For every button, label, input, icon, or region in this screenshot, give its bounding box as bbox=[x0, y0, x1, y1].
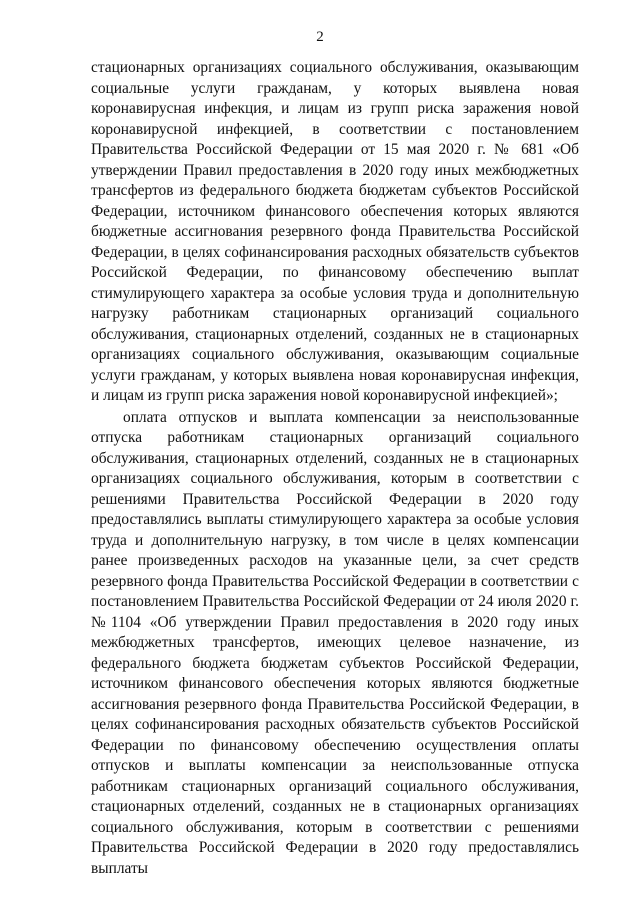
document-body bbox=[91, 58, 579, 879]
page-number: 2 bbox=[316, 29, 324, 45]
paragraph-continuation: стационарных организациях социального обслуживания, оказывающим социальные услуги гражданам, у которых выявлена новая коронавирусная инфекция, и лицам из групп риска заражения новой коронавирусной инфекцией, в соответствии с постановлением Правительства Российской Федерации от 15 мая 2020 г. № 681 «Об утверждении Правил предоставления в 2020 году иных межбюджетных трансфертов из федерального бюджета бюджетам субъектов Российской Федерации, источником финансового обеспечения которых являются бюджетные ассигнования резервного фонда Правительства Российской Федерации, в целях софинансирования расходных обязательств субъектов Российской Федерации, по финансовому обеспечению выплат стимулирующего характера за особые условия труда и дополнительную нагрузку работникам стационарных организаций социального обслуживания, стационарных отделений, созданных не в стационарных организациях социального обслуживания, оказывающим социальные услуги гражданам, у которых выявлена новая коронавирусная инфекция, и лицам из групп риска заражения новой коронавирусной инфекцией»; bbox=[91, 59, 579, 404]
paragraph-vacation-payments: оплата отпусков и выплата компенсации за неиспользованные отпуска работникам стационарных организаций социального обслуживания, стационарных отделений, созданных не в стационарных организациях социального обслуживания, которым в соответствии с решениями Правительства Российской Федерации в 2020 году предоставлялись выплаты стимулирующего характера за особые условия труда и дополнительную нагрузку, в том числе в целях компенсации ранее произведенных расходов на указанные цели, за счет средств резервного фонда Правительства Российской Федерации в соответствии с постановлением Правительства Российской Федерации от 24 июля 2020 г. №1104 «Об утверждении Правил предоставления в 2020 году иных межбюджетных трансфертов, имеющих целевое назначение, из федерального бюджета бюджетам субъектов Российской Федерации, источником финансового обеспечения которых являются бюджетные ассигнования резервного фонда Правительства Российской Федерации, в целях софинансирования расходных обязательств субъектов Российской Федерации по финансовому обеспечению осуществления оплаты отпусков и выплаты компенсации за неиспользованные отпуска работникам стационарных организаций социального обслуживания, стационарных отделений, созданных не в стационарных организациях социального обслуживания, которым в соответствии с решениями Правительства Российской Федерации в 2020 году предоставлялись выплаты bbox=[91, 408, 579, 877]
